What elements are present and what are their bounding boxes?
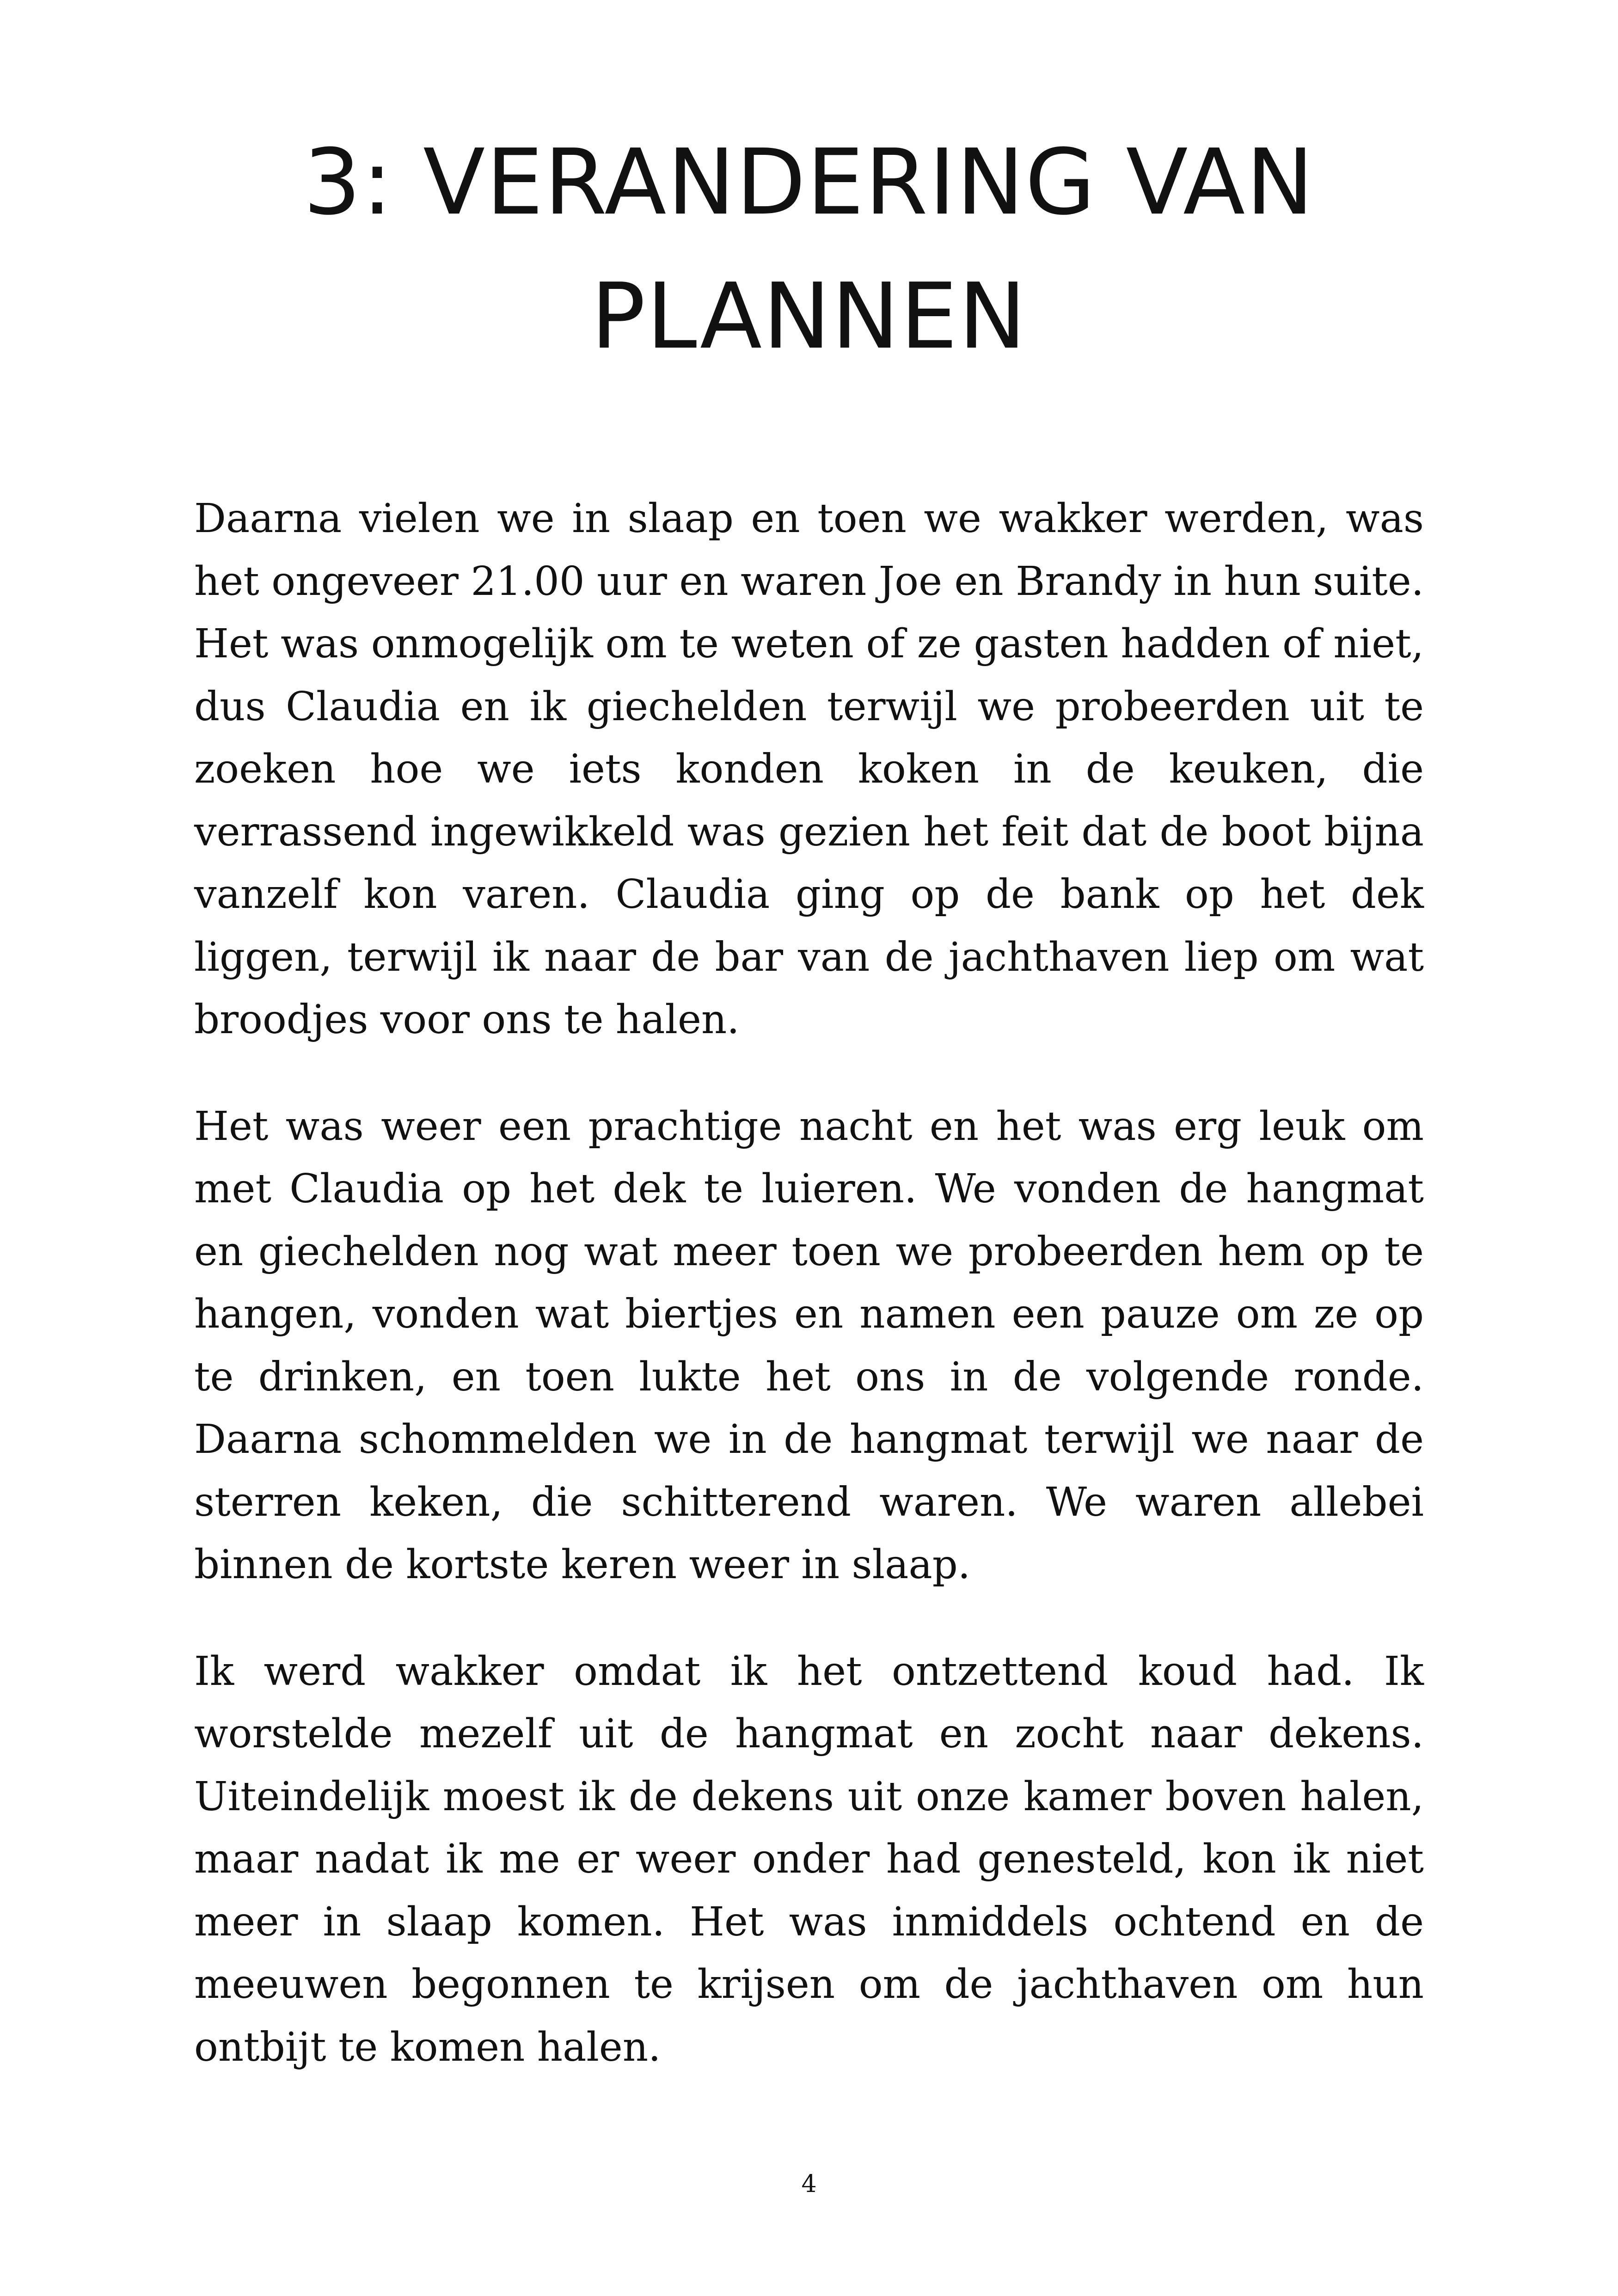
chapter-title-line-1: 3: VERANDERING VAN [303,130,1315,235]
paragraph-3: Ik werd wakker omdat ik het ontzettend koud had. Ik worstelde mezelf uit de hangmat en zocht naar dekens. Uiteindelijk moest ik de dekens uit onze kamer boven halen, maar nadat ik me er weer onder had genesteld, kon ik niet meer in slaap komen. Het was inmiddels ochtend en de meeuwen begonnen te krijsen om de jachthaven om hun ontbijt te komen halen. [194,1648,1424,2070]
chapter-body [194,488,1424,2123]
chapter-title-line-2: PLANNEN [591,264,1027,369]
page-number: 4 [801,2170,817,2198]
paragraph-2: Het was weer een prachtige nacht en het was erg leuk om met Claudia op het dek te luieren. We vonden de hangmat en giechelden nog wat meer toen we probeerden hem op te hangen, vonden wat biertjes en namen een pauze om ze op te drinken, en toen lukte het ons in de volgende ronde. Daarna schommelden we in de hangmat terwijl we naar de sterren keken, die schitterend waren. We waren allebei binnen de kortste keren weer in slaap. [194,1103,1424,1588]
paragraph-1: Daarna vielen we in slaap en toen we wakker werden, was het ongeveer 21.00 uur en waren Joe en Brandy in hun suite. Het was onmogelijk om te weten of ze gasten hadden of niet, dus Claudia en ik giechelden terwijl we probeerden uit te zoeken hoe we iets konden koken in de keuken, die verrassend ingewikkeld was gezien het feit dat de boot bijna vanzelf kon varen. Claudia ging op de bank op het dek liggen, terwijl ik naar de bar van de jachthaven liep om wat broodjes voor ons te halen. [194,496,1424,1043]
chapter-title [194,116,1424,384]
